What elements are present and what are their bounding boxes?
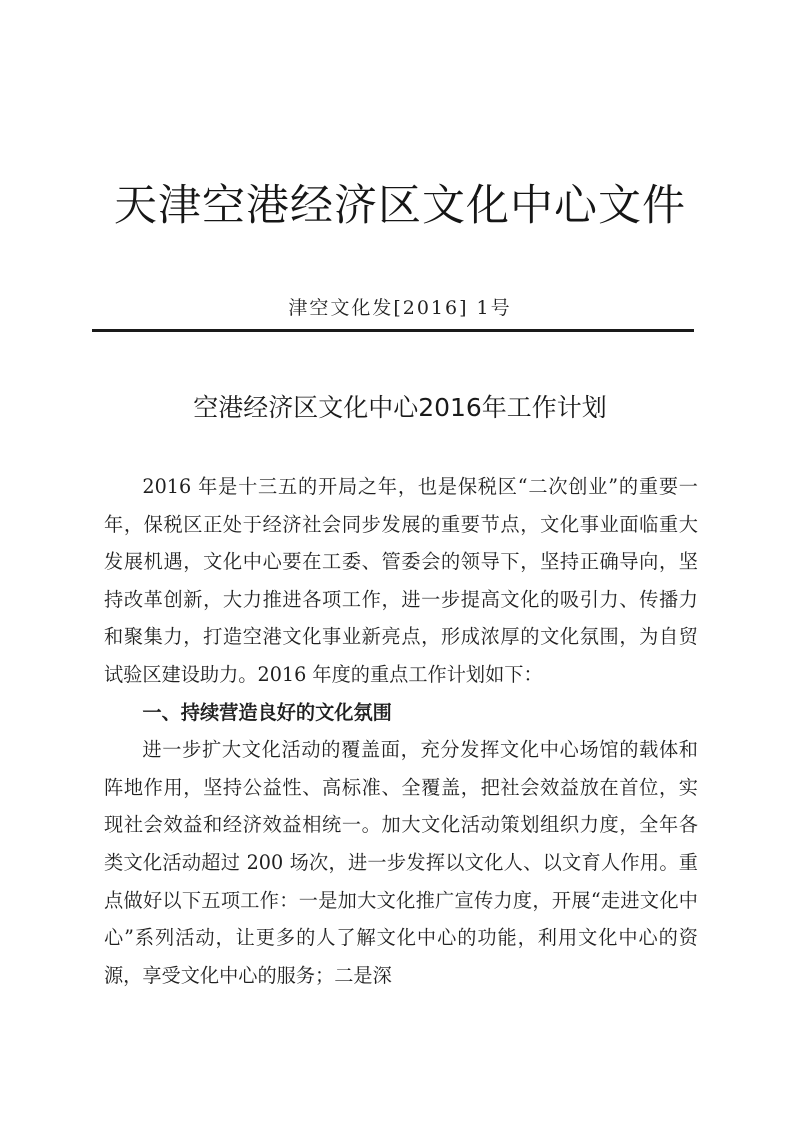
header-divider [92, 329, 694, 332]
intro-paragraph: 2016 年是十三五的开局之年，也是保税区“二次创业”的重要一年，保税区正处于经济社会同步发展的重要节点，文化事业面临重大发展机遇，文化中心要在工委、管委会的领导下，坚持正确导向，坚持改革创新，大力推进各项工作，进一步提高文化的吸引力、传播力和聚集力，打造空港文化事业新亮点，形成浓厚的文化氛围，为自贸试验区建设助力。2016 年度的重点工作计划如下： [104, 475, 698, 686]
document-title: 空港经济区文化中心2016年工作计划 [193, 393, 607, 422]
document-number: 津空文化发[2016] 1号 [288, 297, 512, 319]
organization-title: 天津空港经济区文化中心文件 [114, 181, 686, 231]
section-1-heading: 一、持续营造良好的文化氛围 [142, 700, 392, 724]
document-body [104, 468, 698, 994]
section-1-paragraph: 进一步扩大文化活动的覆盖面，充分发挥文化中心场馆的载体和阵地作用，坚持公益性、高标准、全覆盖，把社会效益放在首位，实现社会效益和经济效益相统一。加大文化活动策划组织力度，全年各类文化活动超过 200 场次，进一步发挥以文化人、以文育人作用。重点做好以下五项工作：一是加大文化推广宣传力度，开展“走进文化中心”系列活动，让更多的人了解文化中心的功能，利用文化中心的资源，享受文化中心的服务；二是深 [104, 738, 698, 987]
